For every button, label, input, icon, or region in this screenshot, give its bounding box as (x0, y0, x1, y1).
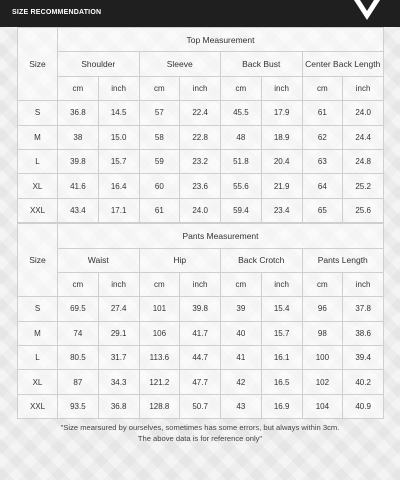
value-cell: 24.0 (180, 198, 221, 222)
size-cell: M (18, 321, 58, 345)
value-cell: 59.4 (221, 198, 262, 222)
pants-title: Pants Measurement (58, 224, 384, 248)
value-cell: 36.8 (98, 394, 139, 418)
table-row (18, 198, 384, 222)
pants-group-row (18, 248, 384, 272)
top-group-header: Shoulder (58, 52, 140, 76)
value-cell: 15.7 (261, 321, 302, 345)
value-cell: 98 (302, 321, 343, 345)
value-cell: 41.7 (180, 321, 221, 345)
top-unit-header: cm (302, 76, 343, 100)
value-cell: 106 (139, 321, 180, 345)
table-row (18, 321, 384, 345)
top-unit-header: inch (98, 76, 139, 100)
value-cell: 17.1 (98, 198, 139, 222)
value-cell: 15.0 (98, 125, 139, 149)
value-cell: 64 (302, 174, 343, 198)
value-cell: 113.6 (139, 346, 180, 370)
value-cell: 16.9 (261, 394, 302, 418)
pants-measurement-table (17, 223, 384, 419)
value-cell: 58 (139, 125, 180, 149)
size-cell: XXL (18, 394, 58, 418)
value-cell: 121.2 (139, 370, 180, 394)
value-cell: 16.5 (261, 370, 302, 394)
value-cell: 39 (221, 297, 262, 321)
value-cell: 39.8 (180, 297, 221, 321)
note-line-2: The above data is for reference only" (137, 434, 263, 443)
pants-unit-header: cm (139, 272, 180, 296)
top-group-header: Back Bust (221, 52, 303, 76)
top-unit-row (18, 76, 384, 100)
size-cell: S (18, 101, 58, 125)
reference-note (0, 422, 400, 444)
pants-unit-header: cm (221, 272, 262, 296)
top-unit-header: cm (58, 76, 99, 100)
value-cell: 102 (302, 370, 343, 394)
size-cell: M (18, 125, 58, 149)
value-cell: 51.8 (221, 149, 262, 173)
size-tables (17, 27, 384, 419)
value-cell: 45.5 (221, 101, 262, 125)
value-cell: 25.2 (343, 174, 384, 198)
size-cell: XL (18, 174, 58, 198)
value-cell: 25.6 (343, 198, 384, 222)
value-cell: 101 (139, 297, 180, 321)
value-cell: 47.7 (180, 370, 221, 394)
value-cell: 15.7 (98, 149, 139, 173)
value-cell: 62 (302, 125, 343, 149)
size-cell: L (18, 346, 58, 370)
value-cell: 44.7 (180, 346, 221, 370)
top-unit-header: cm (139, 76, 180, 100)
top-group-header: Sleeve (139, 52, 221, 76)
top-size-header: Size (18, 28, 58, 101)
value-cell: 23.4 (261, 198, 302, 222)
value-cell: 104 (302, 394, 343, 418)
value-cell: 60 (139, 174, 180, 198)
value-cell: 65 (302, 198, 343, 222)
table-row (18, 370, 384, 394)
value-cell: 57 (139, 101, 180, 125)
value-cell: 96 (302, 297, 343, 321)
value-cell: 59 (139, 149, 180, 173)
table-row (18, 346, 384, 370)
value-cell: 16.4 (98, 174, 139, 198)
value-cell: 74 (58, 321, 99, 345)
pants-group-header: Waist (58, 248, 140, 272)
value-cell: 38 (58, 125, 99, 149)
value-cell: 24.8 (343, 149, 384, 173)
value-cell: 61 (139, 198, 180, 222)
chevron-logo-icon (354, 0, 380, 22)
value-cell: 43 (221, 394, 262, 418)
value-cell: 50.7 (180, 394, 221, 418)
size-cell: L (18, 149, 58, 173)
value-cell: 48 (221, 125, 262, 149)
pants-title-row (18, 224, 384, 248)
value-cell: 22.8 (180, 125, 221, 149)
table-row (18, 297, 384, 321)
value-cell: 41 (221, 346, 262, 370)
pants-unit-header: cm (302, 272, 343, 296)
header-bar (0, 0, 400, 27)
pants-size-header: Size (18, 224, 58, 297)
table-row (18, 394, 384, 418)
value-cell: 38.6 (343, 321, 384, 345)
value-cell: 39.4 (343, 346, 384, 370)
header-title: SIZE RECOMMENDATION (12, 9, 102, 16)
value-cell: 61 (302, 101, 343, 125)
top-title: Top Measurement (58, 28, 384, 52)
pants-group-header: Back Crotch (221, 248, 303, 272)
value-cell: 22.4 (180, 101, 221, 125)
value-cell: 18.9 (261, 125, 302, 149)
value-cell: 20.4 (261, 149, 302, 173)
top-unit-header: cm (221, 76, 262, 100)
size-cell: XXL (18, 198, 58, 222)
value-cell: 16.1 (261, 346, 302, 370)
size-cell: S (18, 297, 58, 321)
size-cell: XL (18, 370, 58, 394)
pants-group-header: Pants Length (302, 248, 384, 272)
value-cell: 37.8 (343, 297, 384, 321)
value-cell: 43.4 (58, 198, 99, 222)
value-cell: 41.6 (58, 174, 99, 198)
pants-unit-header: inch (180, 272, 221, 296)
value-cell: 14.5 (98, 101, 139, 125)
value-cell: 63 (302, 149, 343, 173)
pants-unit-header: inch (261, 272, 302, 296)
table-row (18, 174, 384, 198)
value-cell: 23.6 (180, 174, 221, 198)
value-cell: 34.3 (98, 370, 139, 394)
top-measurement-table (17, 27, 384, 223)
pants-unit-header: cm (58, 272, 99, 296)
value-cell: 24.0 (343, 101, 384, 125)
top-group-row (18, 52, 384, 76)
value-cell: 40.2 (343, 370, 384, 394)
top-unit-header: inch (343, 76, 384, 100)
value-cell: 128.8 (139, 394, 180, 418)
value-cell: 15.4 (261, 297, 302, 321)
value-cell: 80.5 (58, 346, 99, 370)
value-cell: 31.7 (98, 346, 139, 370)
value-cell: 40 (221, 321, 262, 345)
value-cell: 24.4 (343, 125, 384, 149)
note-line-1: "Size mearsured by ourselves, sometimes has some errors, but always within 3cm. (60, 423, 340, 432)
top-title-row (18, 28, 384, 52)
table-row (18, 149, 384, 173)
value-cell: 29.1 (98, 321, 139, 345)
value-cell: 87 (58, 370, 99, 394)
value-cell: 27.4 (98, 297, 139, 321)
pants-unit-header: inch (343, 272, 384, 296)
value-cell: 40.9 (343, 394, 384, 418)
value-cell: 39.8 (58, 149, 99, 173)
pants-unit-row (18, 272, 384, 296)
value-cell: 69.5 (58, 297, 99, 321)
pants-unit-header: inch (98, 272, 139, 296)
pants-group-header: Hip (139, 248, 221, 272)
top-group-header: Center Back Length (302, 52, 384, 76)
top-unit-header: inch (180, 76, 221, 100)
value-cell: 23.2 (180, 149, 221, 173)
value-cell: 36.8 (58, 101, 99, 125)
value-cell: 21.9 (261, 174, 302, 198)
top-unit-header: inch (261, 76, 302, 100)
value-cell: 93.5 (58, 394, 99, 418)
table-row (18, 101, 384, 125)
value-cell: 17.9 (261, 101, 302, 125)
value-cell: 55.6 (221, 174, 262, 198)
table-row (18, 125, 384, 149)
value-cell: 42 (221, 370, 262, 394)
value-cell: 100 (302, 346, 343, 370)
